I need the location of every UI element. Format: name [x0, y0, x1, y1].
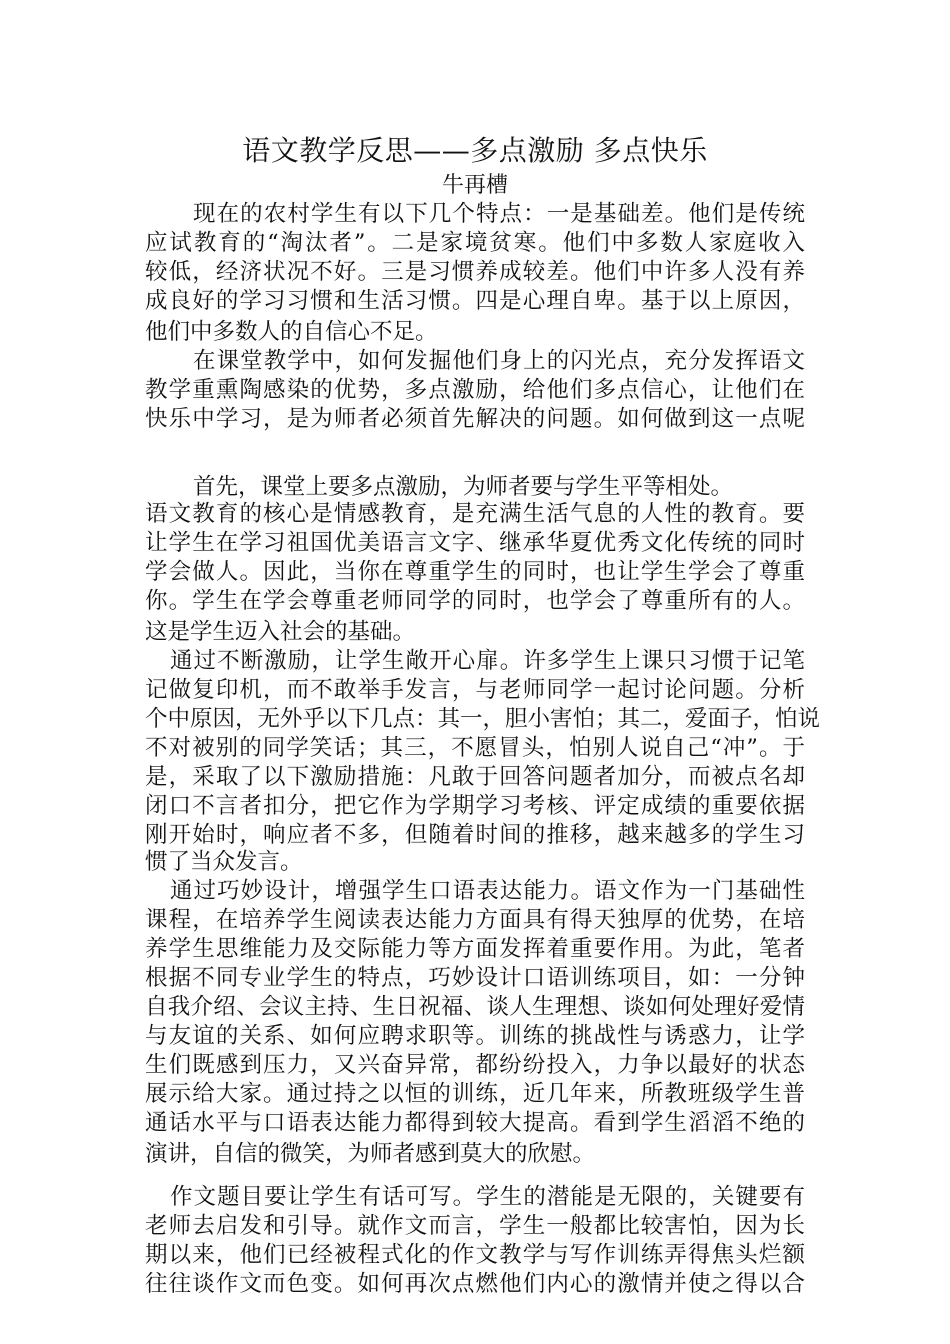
text-line: 通过不断激励，让学生敞开心扉。许多学生上课只习惯于记笔: [170, 648, 805, 674]
text-line: 首先，课堂上要多点激励，为师者要与学生平等相处。: [193, 474, 734, 500]
text-line: 是，采取了以下激励措施：凡敢于回答问题者加分，而被点名却: [145, 764, 805, 790]
text-line: 闭口不言者扣分，把它作为学期学习考核、评定成绩的重要依据: [145, 793, 805, 819]
text-line: 让学生在学习祖国优美语言文字、继承华夏优秀文化传统的同时: [145, 530, 805, 556]
text-line: 往往谈作文而色变。如何再次点燃他们内心的激情并使之得以合: [145, 1271, 805, 1297]
text-line: 语文教育的核心是情感教育，是充满生活气息的人性的教育。要: [145, 501, 805, 527]
text-line: 生们既感到压力，又兴奋异常，都纷纷投入，力争以最好的状态: [145, 1052, 805, 1078]
text-line: 演讲，自信的微笑，为师者感到莫大的欣慰。: [145, 1141, 596, 1167]
text-line: 现在的农村学生有以下几个特点：一是基础差。他们是传统: [193, 201, 805, 227]
text-line: 应试教育的“淘汰者”。二是家境贫寒。他们中多数人家庭收入: [145, 230, 805, 256]
text-line: 展示给大家。通过持之以恒的训练，近几年来，所教班级学生普: [145, 1081, 805, 1107]
text-line: 成良好的学习习惯和生活习惯。四是心理自卑。基于以上原因，: [145, 288, 805, 314]
text-line: 学会做人。因此，当你在尊重学生的同时，也让学生学会了尊重: [145, 559, 805, 585]
text-line: 刚开始时，响应者不多，但随着时间的推移，越来越多的学生习: [145, 822, 805, 848]
text-line: 快乐中学习，是为师者必须首先解决的问题。如何做到这一点呢: [145, 406, 805, 432]
text-line: 教学重熏陶感染的优势，多点激励，给他们多点信心，让他们在: [145, 377, 805, 403]
text-line: 不对被别的同学笑话；其三，不愿冒头，怕别人说自己“冲”。于: [145, 735, 805, 761]
text-line: 通过巧妙设计，增强学生口语表达能力。语文作为一门基础性: [170, 878, 805, 904]
text-line: 惯了当众发言。: [145, 849, 303, 875]
text-line: 你。学生在学会尊重老师同学的同时，也学会了尊重所有的人。: [145, 588, 805, 614]
text-line: 较低，经济状况不好。三是习惯养成较差。他们中许多人没有养: [145, 259, 805, 285]
text-line: 他们中多数人的自信心不足。: [145, 319, 438, 345]
text-line: 在课堂教学中，如何发掘他们身上的闪光点，充分发挥语文: [193, 348, 805, 374]
author-name: 牛再槽: [441, 173, 508, 198]
text-line: 养学生思维能力及交际能力等方面发挥着重要作用。为此，笔者: [145, 936, 805, 962]
text-line: 期以来，他们已经被程式化的作文教学与写作训练弄得焦头烂额: [145, 1242, 805, 1268]
text-line: 记做复印机，而不敢举手发言，与老师同学一起讨论问题。分析: [145, 677, 805, 703]
page-title: 语文教学反思——多点激励 多点快乐: [242, 134, 708, 167]
text-line: 作文题目要让学生有话可写。学生的潜能是无限的，关键要有: [170, 1184, 805, 1210]
text-line: 课程，在培养学生阅读表达能力方面具有得天独厚的优势，在培: [145, 907, 805, 933]
text-line: 这是学生迈入社会的基础。: [145, 619, 416, 645]
text-line: 个中原因，无外乎以下几点：其一，胆小害怕；其二，爱面子，怕说: [145, 706, 821, 732]
text-line: 通话水平与口语表达能力都得到较大提高。看到学生滔滔不绝的: [145, 1110, 805, 1136]
text-line: 自我介绍、会议主持、生日祝福、谈人生理想、谈如何处理好爱情: [145, 994, 805, 1020]
text-line: 与友谊的关系、如何应聘求职等。训练的挑战性与诱惑力，让学: [145, 1023, 805, 1049]
text-line: 根据不同专业学生的特点，巧妙设计口语训练项目，如：一分钟: [145, 965, 805, 991]
text-line: 老师去启发和引导。就作文而言，学生一般都比较害怕，因为长: [145, 1213, 805, 1239]
